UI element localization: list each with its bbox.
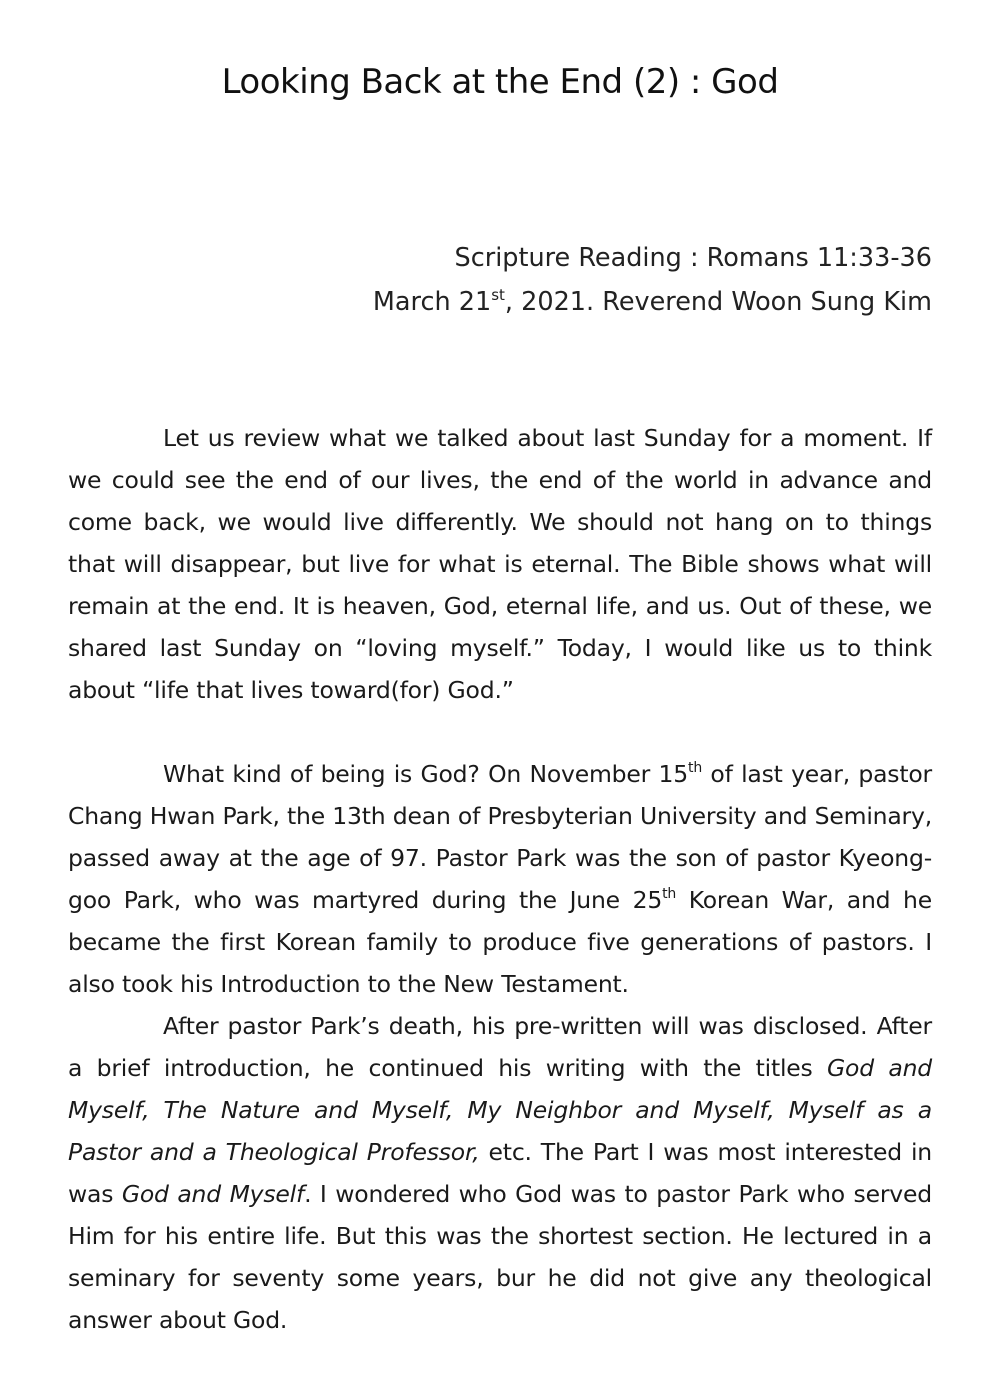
p3-part-b: etc. The Part I was most interested in was xyxy=(68,1138,932,1208)
date-suffix: st xyxy=(491,286,505,304)
paragraph-3-text xyxy=(68,1005,932,1341)
page-title: Looking Back at the End (2) : God xyxy=(221,62,779,102)
scripture-reading: Scripture Reading : Romans 11:33-36 xyxy=(454,243,932,273)
date-author: , 2021. Reverend Woon Sung Kim xyxy=(504,287,932,317)
paragraph-3 xyxy=(68,1005,932,1341)
date-line xyxy=(373,280,932,324)
p2-part-a: What kind of being is God? On November 15 xyxy=(163,760,689,788)
paragraph-1-text: Let us review what we talked about last Sunday for a moment. If we could see the end of our lives, the end of the world in advance and come back, we would live differently. We should not hang on to things that will disappear, but live for what is eternal. The Bible shows what will remain at the end. It is heaven, God, eternal life, and us. Out of these, we shared last Sunday on “loving myself.” Today, I would like us to think about “life that lives toward(for) God.” xyxy=(68,424,932,704)
p2-part-c: Korean War, and he became the first Korean family to produce five generations of pastors. I also took his Introduction to the New Testament. xyxy=(68,886,932,998)
p2-sup-a: th xyxy=(688,760,702,776)
p3-part-c: . I wondered who God was to pastor Park who served Him for his entire life. But this was the shortest section. He lectured in a seminary for seventy some years, bur he did not give any theological answer about God. xyxy=(68,1180,932,1334)
paragraph-2-text xyxy=(68,753,932,1005)
p2-part-b: of last year, pastor Chang Hwan Park, the 13th dean of Presbyterian University and Seminary, passed away at the age of 97. Pastor Park was the son of pastor Kyeong-goo Park, who was martyred during the June 25 xyxy=(68,760,932,914)
sermon-meta xyxy=(373,236,932,324)
p2-sup-b: th xyxy=(662,886,677,902)
will-titles: God and Myself, The Nature and Myself, My Neighbor and Myself, Myself as a Pastor and a Theological Professor, xyxy=(68,1054,932,1166)
paragraph-2 xyxy=(68,753,932,1005)
paragraph-1 xyxy=(68,417,932,711)
section-title: God and Myself xyxy=(121,1180,305,1208)
p3-part-a: After pastor Park’s death, his pre-written will was disclosed. After a brief introduction, he continued his writing with the titles xyxy=(68,1012,932,1082)
date-text: March 21 xyxy=(372,287,492,317)
